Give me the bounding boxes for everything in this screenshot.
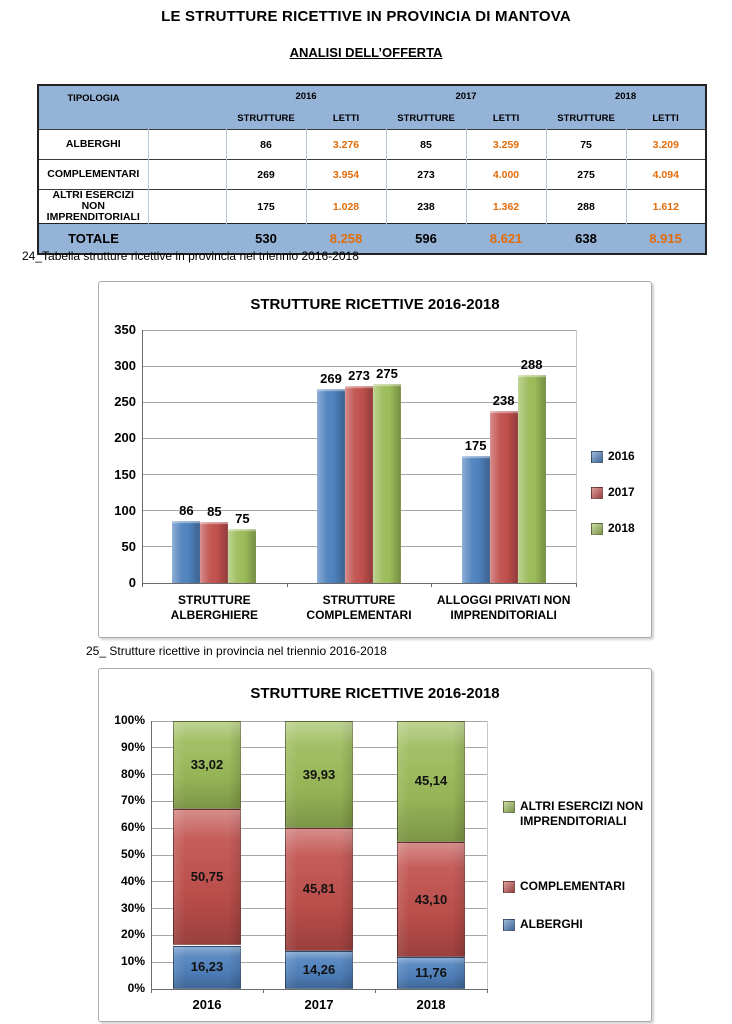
x-category-label: 2016: [192, 997, 222, 1012]
y-tick-label: 10%: [120, 954, 145, 969]
legend-label: 2018: [608, 521, 635, 535]
row-label: TOTALE: [38, 224, 148, 254]
legend-item: [591, 485, 647, 500]
bar-value-label: 238: [492, 393, 515, 408]
y-tick-label: 60%: [120, 820, 145, 835]
y-tick-label: 100: [114, 502, 136, 518]
y-tick-label: 200: [114, 430, 136, 446]
spacer-cell: [148, 190, 226, 224]
letti-value: 3.954: [306, 160, 386, 190]
letti-value: 3.209: [626, 130, 706, 160]
y-tick-label: 100%: [114, 713, 145, 727]
legend-item: [591, 449, 647, 464]
bar-2018: [228, 529, 256, 583]
page-title: LE STRUTTURE RICETTIVE IN PROVINCIA DI MANTOVA: [161, 8, 571, 25]
table-body: [38, 130, 706, 254]
legend-swatch-ALTRI ESERCIZI NON IMPRENDITORIALI: [503, 801, 515, 813]
y-tick-label: 50%: [120, 847, 145, 861]
table-header: [38, 85, 706, 130]
spacer-cell: [148, 130, 226, 160]
letti-value: 3.259: [466, 130, 546, 160]
strutture-value: 269: [226, 160, 306, 190]
chart1-title: STRUTTURE RICETTIVE 2016-2018: [250, 296, 500, 313]
x-category-label: 2017: [304, 997, 334, 1012]
y-tick-label: 30%: [120, 900, 145, 915]
strutture-value: 288: [546, 190, 626, 224]
letti-value: 8.258: [306, 224, 386, 254]
row-label: ALTRI ESERCIZI NON IMPRENDITORIALI: [38, 190, 148, 224]
header-year-2017: 2017: [386, 85, 546, 107]
strutture-value: 530: [226, 224, 306, 254]
category-tick: [487, 989, 488, 993]
header-year-2016: 2016: [226, 85, 386, 107]
x-axis-line: [142, 583, 576, 584]
plot-right-border: [576, 330, 577, 583]
letti-value: 1.362: [466, 190, 546, 224]
strutture-value: 75: [546, 130, 626, 160]
y-tick-label: 0%: [127, 981, 145, 995]
bar-2018: [373, 384, 401, 583]
row-label: ALBERGHI: [38, 130, 148, 160]
bar-value-label: 86: [179, 503, 194, 518]
bar-2016: [172, 521, 200, 583]
bar-2017: [345, 386, 373, 583]
legend-label: COMPLEMENTARI: [520, 879, 626, 893]
segment-value-label: 45,81: [302, 881, 336, 897]
stacked-bar-chart: [98, 668, 652, 1022]
strutture-value: 238: [386, 190, 466, 224]
segment-value-label: 11,76: [415, 965, 447, 981]
segment-value-label: 39,93: [302, 766, 336, 782]
segment-value-label: 16,23: [190, 959, 224, 975]
letti-value: 1.028: [306, 190, 386, 224]
legend-item: [503, 799, 649, 829]
segment-value-label: 33,02: [190, 757, 224, 773]
y-tick-label: 150: [114, 466, 136, 482]
segment-value-label: 50,75: [190, 869, 224, 885]
y-tick-label: 350: [114, 322, 136, 337]
legend-swatch-COMPLEMENTARI: [503, 881, 515, 893]
letti-value: 3.276: [306, 130, 386, 160]
plot-area: [151, 721, 487, 989]
row-label: COMPLEMENTARI: [38, 160, 148, 190]
bar-value-label: 275: [376, 366, 398, 381]
bar-value-label: 85: [207, 504, 222, 519]
legend-swatch-2018: [591, 523, 603, 535]
x-category-label: 2018: [416, 997, 446, 1012]
header-tipologia: TIPOLOGIA: [38, 85, 148, 130]
table-row: [38, 190, 706, 224]
header-strutture: STRUTTURE: [226, 107, 306, 130]
strutture-value: 638: [546, 224, 626, 254]
strutture-value: 175: [226, 190, 306, 224]
grouped-bar-chart: [98, 281, 652, 638]
legend-swatch-2017: [591, 487, 603, 499]
bar-2017: [200, 522, 228, 583]
header-letti: LETTI: [466, 107, 546, 130]
letti-value: 4.000: [466, 160, 546, 190]
segment-value-label: 14,26: [302, 961, 336, 977]
chart1-caption: 25_ Strutture ricettive in provincia nel triennio 2016-2018: [86, 644, 387, 658]
header-letti: LETTI: [306, 107, 386, 130]
plot-right-border: [487, 721, 488, 989]
legend-swatch-2016: [591, 451, 603, 463]
strutture-value: 273: [386, 160, 466, 190]
segment-value-label: 45,14: [414, 773, 448, 789]
legend-item: [591, 521, 647, 536]
legend-item: [503, 879, 649, 894]
strutture-value: 86: [226, 130, 306, 160]
y-tick-label: 300: [114, 358, 136, 374]
bar-value-label: 288: [520, 357, 543, 372]
strutture-value: 85: [386, 130, 466, 160]
y-tick-label: 90%: [120, 739, 145, 754]
y-axis-line: [151, 721, 152, 989]
x-axis-line: [151, 989, 487, 990]
y-tick-label: 70%: [120, 793, 145, 808]
header-strutture: STRUTTURE: [546, 107, 626, 130]
letti-value: 1.612: [626, 190, 706, 224]
page-subtitle: ANALISI DELL’OFFERTA: [289, 45, 443, 60]
legend-label: ALBERGHI: [520, 917, 583, 931]
x-category-label: STRUTTURE ALBERGHIERE: [170, 593, 258, 622]
letti-value: 8.621: [466, 224, 546, 254]
letti-value: 8.915: [626, 224, 706, 254]
y-tick-label: 20%: [120, 927, 145, 942]
strutture-table: [37, 84, 707, 255]
y-tick-label: 0: [128, 575, 136, 590]
table-row: [38, 130, 706, 160]
strutture-value: 275: [546, 160, 626, 190]
legend-swatch-ALBERGHI: [503, 919, 515, 931]
legend-item: [503, 917, 649, 932]
spacer-cell: [148, 160, 226, 190]
table-row: [38, 160, 706, 190]
bar-2017: [490, 411, 518, 583]
chart2-title: STRUTTURE RICETTIVE 2016-2018: [250, 685, 500, 702]
grid-line: [142, 330, 576, 331]
bar-value-label: 269: [320, 371, 342, 386]
legend-label: 2017: [608, 485, 635, 499]
x-category-label: ALLOGGI PRIVATI NON IMPRENDITORIALI: [436, 593, 571, 622]
letti-value: 4.094: [626, 160, 706, 190]
category-tick: [576, 583, 577, 587]
header-letti: LETTI: [626, 107, 706, 130]
y-tick-label: 40%: [120, 873, 145, 888]
bar-value-label: 273: [348, 368, 370, 383]
x-category-label: STRUTTURE COMPLEMENTARI: [306, 593, 412, 622]
legend-label: ALTRI ESERCIZI NON IMPRENDITORIALI: [520, 799, 644, 828]
y-tick-label: 80%: [120, 766, 145, 781]
y-axis-line: [142, 330, 143, 583]
header-strutture: STRUTTURE: [386, 107, 466, 130]
table-caption: 24_Tabella strutture ricettive in provincia nel triennio 2016-2018: [22, 249, 359, 263]
header-spacer: [148, 85, 226, 130]
header-year-2018: 2018: [546, 85, 706, 107]
y-tick-label: 250: [114, 394, 136, 410]
legend-label: 2016: [608, 449, 635, 463]
strutture-value: 596: [386, 224, 466, 254]
segment-value-label: 43,10: [414, 891, 448, 907]
bar-2016: [317, 389, 345, 583]
y-tick-label: 50: [121, 538, 136, 554]
bar-2016: [462, 456, 490, 583]
bar-value-label: 75: [235, 511, 250, 526]
bar-value-label: 175: [464, 438, 487, 453]
